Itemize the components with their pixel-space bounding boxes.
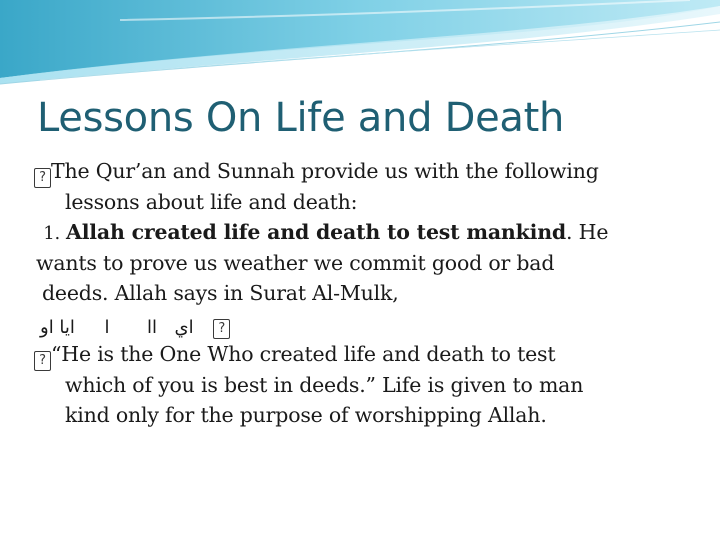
- quote-line: [34, 339, 694, 370]
- slide-title: Lessons On Life and Death: [37, 95, 565, 141]
- point-text: . He: [566, 220, 609, 244]
- header-wave-decoration: [0, 0, 720, 90]
- missing-glyph-icon: ?: [34, 351, 51, 371]
- paragraph-line: lessons about life and death:: [65, 189, 358, 214]
- arabic-segment: ا: [104, 316, 110, 338]
- quote-line: kind only for the purpose of worshipping Allah.: [65, 403, 547, 427]
- paragraph-line: [34, 156, 694, 187]
- arabic-verse-line: [34, 309, 694, 340]
- arabic-segment: اي: [174, 316, 194, 338]
- slide-body: [34, 156, 694, 431]
- point-line: wants to prove us weather we commit good or bad: [36, 250, 555, 275]
- point-line: deeds. Allah says in Surat Al-Mulk,: [42, 281, 399, 305]
- point-number: 1.: [43, 223, 60, 244]
- missing-glyph-icon: ?: [213, 319, 230, 339]
- quote-text: “He is the One Who created life and death to test: [51, 342, 556, 366]
- missing-glyph-icon: ?: [34, 168, 51, 188]
- arabic-segment: ايا او: [40, 316, 75, 338]
- arabic-segment: اا: [147, 316, 158, 338]
- point-line: [34, 217, 694, 248]
- point-bold-text: Allah created life and death to test mankind: [66, 220, 567, 244]
- quote-line: which of you is best in deeds.” Life is given to man: [65, 372, 584, 397]
- paragraph-text: The Qur’an and Sunnah provide us with the following: [51, 159, 599, 183]
